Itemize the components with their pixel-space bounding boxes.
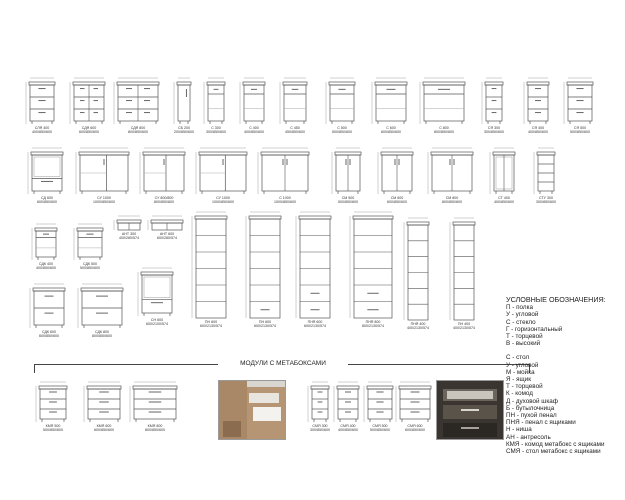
module-st-400 [494,152,514,204]
module-stu-300 [536,152,556,204]
cabinet-drawing [538,152,554,194]
cabinet-drawing [300,216,330,318]
cabinet-drawing [262,152,308,194]
cabinet-drawing [494,152,514,194]
module-code: ПН 600 [204,320,218,324]
cabinet-drawing [78,228,102,260]
module-code: СТ 400 [498,196,510,200]
module-sd-600 [32,152,62,204]
module-dimensions: 300/850/600 [206,130,226,134]
module-s-500 [330,82,354,134]
module-code: СУ 800/800 [154,196,174,200]
cabinet-drawing [486,82,502,124]
module-dimensions: 600/850/600 [387,200,407,204]
legend-item: СМЯ - стол метабокс с ящиками [506,448,601,456]
module-dimensions: 300/850/600 [310,428,330,432]
cabinet-drawing [208,82,224,124]
module-s-600 [376,82,406,134]
module-dimensions: 400/850/600 [244,130,264,134]
module-code: СДК 400 [38,262,54,266]
module-dimensions: 1000/850/600 [93,200,115,204]
legend-item: У - угловой [506,311,539,319]
module-su-1000b [200,152,246,204]
module-code: АНТ 300 [121,232,137,236]
cabinet-drawing [36,228,56,260]
module-code: С 400 [249,126,259,130]
cabinet-drawing [32,152,62,194]
legend-group-lower [506,354,624,455]
module-s-1000 [262,152,308,204]
module-dimensions: 300/850/600 [484,130,504,134]
cabinet-drawing [400,386,430,422]
cabinet-drawing [336,152,360,194]
module-code: С 300 [211,126,221,130]
cabinet-drawing [134,386,176,422]
module-pnya-600 [300,216,330,328]
module-code: ПН 400 [457,322,471,326]
module-code: СМЯ 400 [340,424,356,428]
legend-item: Т - торцевой [506,333,543,341]
module-code: ПНЯ 400 [410,322,426,326]
legend-item: ПНЯ - пенал с ящиками [506,419,576,427]
module-dimensions: 800/2130/574 [362,324,384,328]
module-smya-500 [368,386,392,432]
module-kmya-800 [134,386,176,432]
legend-item: Я - ящик [506,376,532,384]
module-dimensions: 300/850/600 [536,200,556,204]
module-su-1000 [80,152,128,204]
module-su-800 [144,152,184,204]
module-code: КМЯ 600 [96,424,112,428]
cabinet-drawing [382,152,412,194]
module-code: ПНЯ 800 [365,320,381,324]
cabinet-drawing [568,82,592,124]
module-sdk-400 [36,228,56,270]
cabinet-drawing [528,82,548,124]
module-pnya-400 [407,222,429,330]
module-code: СДК 800 [94,330,110,334]
module-dimensions: 400/850/600 [338,428,358,432]
module-dimensions: 800/850/600 [434,130,454,134]
module-code: ПНЯ 600 [307,320,323,324]
cabinet-drawing [408,222,428,320]
section-title: МОДУЛИ С МЕТАБОКСАМИ [218,360,348,367]
cabinet-drawing [424,82,464,124]
module-smya-300 [310,386,330,432]
module-code: С 800 [439,126,449,130]
legend-item: С - стекло [506,318,536,326]
cabinet-drawing [312,386,328,422]
module-code: ПН 600 [258,320,272,324]
product-photo-right [436,380,504,440]
module-smya-400 [338,386,358,432]
cabinet-drawing [80,152,128,194]
cabinet-drawing [178,82,190,124]
module-kmya-500 [40,386,66,432]
cabinet-drawing [354,216,392,318]
module-code: СМ 600 [390,196,404,200]
cabinet-drawing [30,82,54,124]
module-code: СН 600 [150,318,164,322]
cabinet-drawing [144,152,184,194]
module-sm-600 [382,152,412,204]
module-code: СДЯ 600 [81,126,97,130]
cabinet-drawing [454,222,474,320]
module-code: СУ 1000 [216,196,230,200]
module-code: С 450 [290,126,300,130]
cabinet-drawing [244,82,264,124]
cabinet-drawing [152,220,182,230]
legend-item: С - стол [506,354,530,362]
module-code: С 500 [337,126,347,130]
legend-item: М - мойка [506,368,535,376]
legend-title: УСЛОВНЫЕ ОБОЗНАЧЕНИЯ: [506,295,606,304]
cabinet-drawing [330,82,354,124]
module-sya-400 [528,82,548,134]
module-s-450 [284,82,306,134]
module-code: СМЯ 300 [312,424,328,428]
module-ant-300 [118,220,140,240]
module-dimensions: 450/850/600 [285,130,305,134]
module-dimensions: 600/2100/574 [146,322,168,326]
module-code: СЯ 400 [531,126,545,130]
module-code: С 600 [386,126,396,130]
module-code: СЯ 300 [487,126,501,130]
module-dimensions: 1000/850/600 [212,200,234,204]
module-sdk-600 [34,288,64,338]
module-dimensions: 600/850/600 [94,428,114,432]
legend-item: ПН - пухой пенал [506,412,557,420]
cabinet-drawing [82,288,122,328]
module-sya-300 [484,82,504,134]
legend [506,296,624,455]
module-code: С 1000 [279,196,291,200]
module-dimensions: 800/850/600 [128,130,148,134]
module-dimensions: 600/850/600 [381,130,401,134]
module-code: КМЯ 500 [45,424,61,428]
module-dimensions: 600/2130/574 [304,324,326,328]
module-dimensions: 600/850/600 [405,428,425,432]
cabinet-drawing [142,272,172,316]
module-dimensions: 400/850/600 [32,130,52,134]
module-code: АНТ 600 [159,232,175,236]
module-dimensions: 400/280/574 [119,236,139,240]
legend-item: У - угловой [506,361,539,369]
module-dimensions: 800/850/600 [92,334,112,338]
module-code: СМ 500 [341,196,355,200]
module-sn-600 [142,272,172,326]
module-code: СБ 200 [178,126,190,130]
legend-item: В - высокий [506,340,541,348]
cabinet-drawing [284,82,306,124]
module-dimensions: 600/850/600 [39,334,59,338]
cabinet-drawing [432,152,472,194]
module-code: СДЯ 800 [130,126,146,130]
legend-item: Н - ниша [506,426,532,434]
module-dimensions: 800/850/600 [442,200,462,204]
cabinet-drawing [34,288,64,328]
module-sya-500 [568,82,592,134]
module-pnya-800 [354,216,392,328]
module-dimensions: 500/850/600 [338,200,358,204]
module-smya-600 [400,386,430,432]
module-dimensions: 400/2130/574 [407,326,429,330]
product-photo-left [218,380,286,440]
legend-item: Т - торцевой [506,383,543,391]
cabinet-drawing [74,82,104,124]
cabinet-drawing [368,386,392,422]
module-sm-500 [336,152,360,204]
module-dimensions: 800/850/800 [154,200,174,204]
module-pn-600 [196,216,226,328]
module-dimensions: 1000/850/600 [274,200,296,204]
module-code: СДК 500 [82,262,98,266]
module-pn-400 [453,222,475,330]
module-s-400 [244,82,264,134]
legend-item: АН - антресоль [506,433,551,441]
legend-group-upper [506,304,624,347]
module-pn-600b [250,216,280,328]
module-code: СЛЯ 400 [34,126,50,130]
module-sdya-600 [74,82,104,134]
cabinet-drawing [376,82,406,124]
module-dimensions: 500/850/600 [570,130,590,134]
module-dimensions: 500/850/600 [332,130,352,134]
legend-item: Д - духовой шкаф [506,397,558,405]
module-sdk-800 [82,288,122,338]
legend-item: К - комод [506,390,533,398]
module-code: СД 600 [41,196,53,200]
legend-item: КМЯ - комод метабокс с ящиками [506,440,605,448]
legend-item: Б - бутылочница [506,404,555,412]
module-dimensions: 600/280/574 [157,236,177,240]
module-sdk-500 [78,228,102,270]
cabinet-drawing [200,152,246,194]
module-s-300 [206,82,226,134]
cabinet-drawing [40,386,66,422]
module-kmya-600 [88,386,120,432]
module-sdya-800 [118,82,158,134]
module-dimensions: 600/2130/574 [200,324,222,328]
module-dimensions: 500/850/600 [370,428,390,432]
cabinet-drawing [118,220,140,230]
module-code: СУ 1000 [97,196,111,200]
module-code: СМЯ 500 [372,424,388,428]
legend-item: П - полка [506,304,533,312]
module-dimensions: 600/2130/574 [254,324,276,328]
module-code: СЯ 500 [573,126,587,130]
module-code: СТУ 300 [539,196,553,200]
legend-item: Г - горизонтальный [506,325,563,333]
module-dimensions: 600/850/600 [79,130,99,134]
module-code: СДК 600 [41,330,57,334]
module-dimensions: 800/850/600 [145,428,165,432]
module-dimensions: 200/850/600 [174,130,194,134]
cabinet-drawing [338,386,358,422]
module-dimensions: 400/850/600 [36,266,56,270]
module-s-800 [424,82,464,134]
module-sm-800 [432,152,472,204]
cabinet-drawing [88,386,120,422]
module-dimensions: 500/850/600 [43,428,63,432]
module-ant-600 [152,220,182,240]
module-dimensions: 500/850/600 [80,266,100,270]
module-code: СМ 800 [445,196,459,200]
module-sb-200 [174,82,194,134]
module-code: СМЯ 600 [407,424,423,428]
module-dimensions: 400/850/600 [494,200,514,204]
cabinet-drawing [118,82,158,124]
module-dimensions: 400/850/600 [528,130,548,134]
module-sla-400 [30,82,54,134]
module-dimensions: 400/2130/574 [453,326,475,330]
cabinet-drawing [250,216,280,318]
cabinet-drawing [196,216,226,318]
module-dimensions: 600/850/600 [37,200,57,204]
module-code: КМЯ 800 [147,424,163,428]
